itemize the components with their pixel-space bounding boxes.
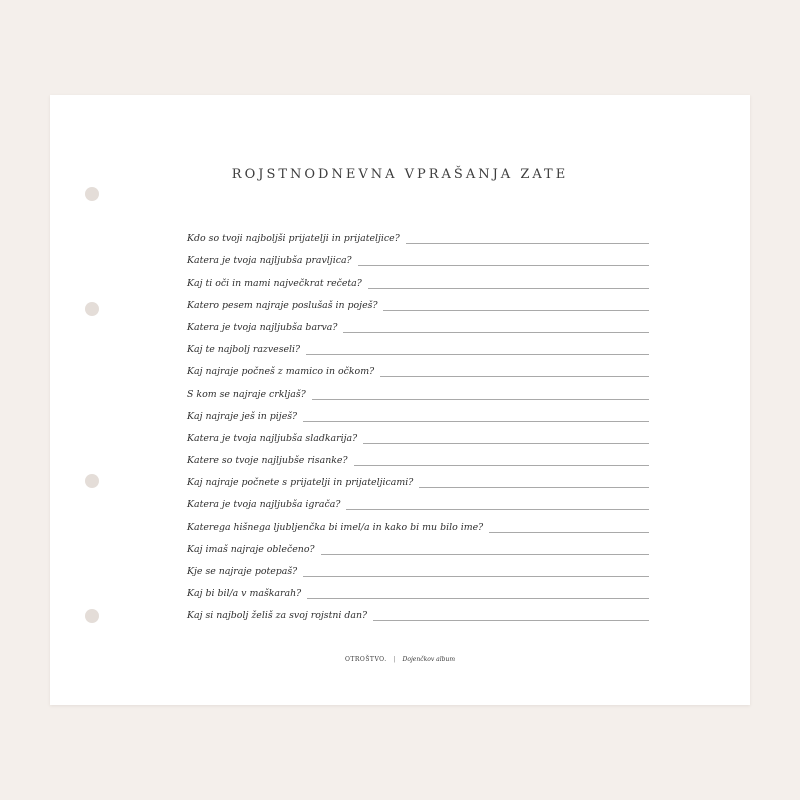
question-row xyxy=(187,380,649,402)
question-row xyxy=(187,602,649,624)
answer-line[interactable] xyxy=(489,532,649,533)
answer-line[interactable] xyxy=(354,465,650,466)
binder-hole-3 xyxy=(85,474,99,488)
question-row xyxy=(187,447,649,469)
question-text: Katero pesem najraje poslušaš in poješ? xyxy=(187,299,378,311)
question-row xyxy=(187,403,649,425)
question-row xyxy=(187,580,649,602)
answer-line[interactable] xyxy=(419,487,649,488)
question-text: Kdo so tvoji najboljši prijatelji in prijateljice? xyxy=(187,233,400,245)
answer-line[interactable] xyxy=(307,598,649,599)
question-text: Kaj najraje počnete s prijatelji in prijateljicami? xyxy=(187,477,414,489)
answer-line[interactable] xyxy=(363,443,649,444)
answer-line[interactable] xyxy=(380,376,649,377)
answer-line[interactable] xyxy=(343,332,649,333)
answer-line[interactable] xyxy=(406,243,649,244)
page-footer xyxy=(0,656,800,663)
question-row xyxy=(187,247,649,269)
question-text: Kaj najraje ješ in piješ? xyxy=(187,410,298,422)
question-text: Kaj bi bil/a v maškarah? xyxy=(187,588,302,600)
question-row xyxy=(187,269,649,291)
question-row xyxy=(187,558,649,580)
question-list xyxy=(187,225,649,624)
question-text: S kom se najraje crkljaš? xyxy=(187,388,306,400)
question-text: Kaj imaš najraje oblečeno? xyxy=(187,543,315,555)
answer-line[interactable] xyxy=(303,576,649,577)
question-text: Kje se najraje potepaš? xyxy=(187,566,298,577)
footer-separator: | xyxy=(393,656,396,663)
binder-hole-4 xyxy=(85,609,99,623)
question-text: Katere so tvoje najljubše risanke? xyxy=(187,455,348,467)
answer-line[interactable] xyxy=(368,288,649,289)
answer-line[interactable] xyxy=(321,554,650,555)
question-text: Katerega hišnega ljubljenčka bi imel/a in kako bi mu bilo ime? xyxy=(187,521,484,533)
question-row xyxy=(187,491,649,513)
answer-line[interactable] xyxy=(346,509,649,510)
question-text: Katera je tvoja najljubša sladkarija? xyxy=(187,432,358,444)
question-row xyxy=(187,225,649,247)
question-row xyxy=(187,469,649,491)
binder-hole-2 xyxy=(85,302,99,316)
question-text: Kaj te najbolj razveseli? xyxy=(187,344,301,356)
question-row xyxy=(187,358,649,380)
question-row xyxy=(187,513,649,535)
answer-line[interactable] xyxy=(383,310,649,311)
question-row xyxy=(187,336,649,358)
binder-hole-1 xyxy=(85,187,99,201)
question-text: Kaj najraje počneš z mamico in očkom? xyxy=(187,366,375,378)
answer-line[interactable] xyxy=(303,421,649,422)
question-text: Katera je tvoja najljubša barva? xyxy=(187,321,338,333)
page-title: ROJSTNODNEVNA VPRAŠANJA ZATE xyxy=(231,167,569,182)
question-text: Katera je tvoja najljubša pravljica? xyxy=(187,255,352,267)
answer-line[interactable] xyxy=(373,620,649,621)
question-row xyxy=(187,292,649,314)
answer-line[interactable] xyxy=(306,354,649,355)
question-text: Kaj si najbolj želiš za svoj rojstni dan? xyxy=(187,610,368,622)
question-row xyxy=(187,314,649,336)
question-row xyxy=(187,536,649,558)
question-row xyxy=(187,425,649,447)
footer-brand: OTROŠTVO. xyxy=(344,656,387,663)
footer-subtitle: Dojenčkov album xyxy=(402,656,456,663)
answer-line[interactable] xyxy=(312,399,649,400)
answer-line[interactable] xyxy=(358,265,649,266)
question-text: Kaj ti oči in mami največkrat rečeta? xyxy=(187,277,362,289)
question-text: Katera je tvoja najljubša igrača? xyxy=(187,499,341,511)
